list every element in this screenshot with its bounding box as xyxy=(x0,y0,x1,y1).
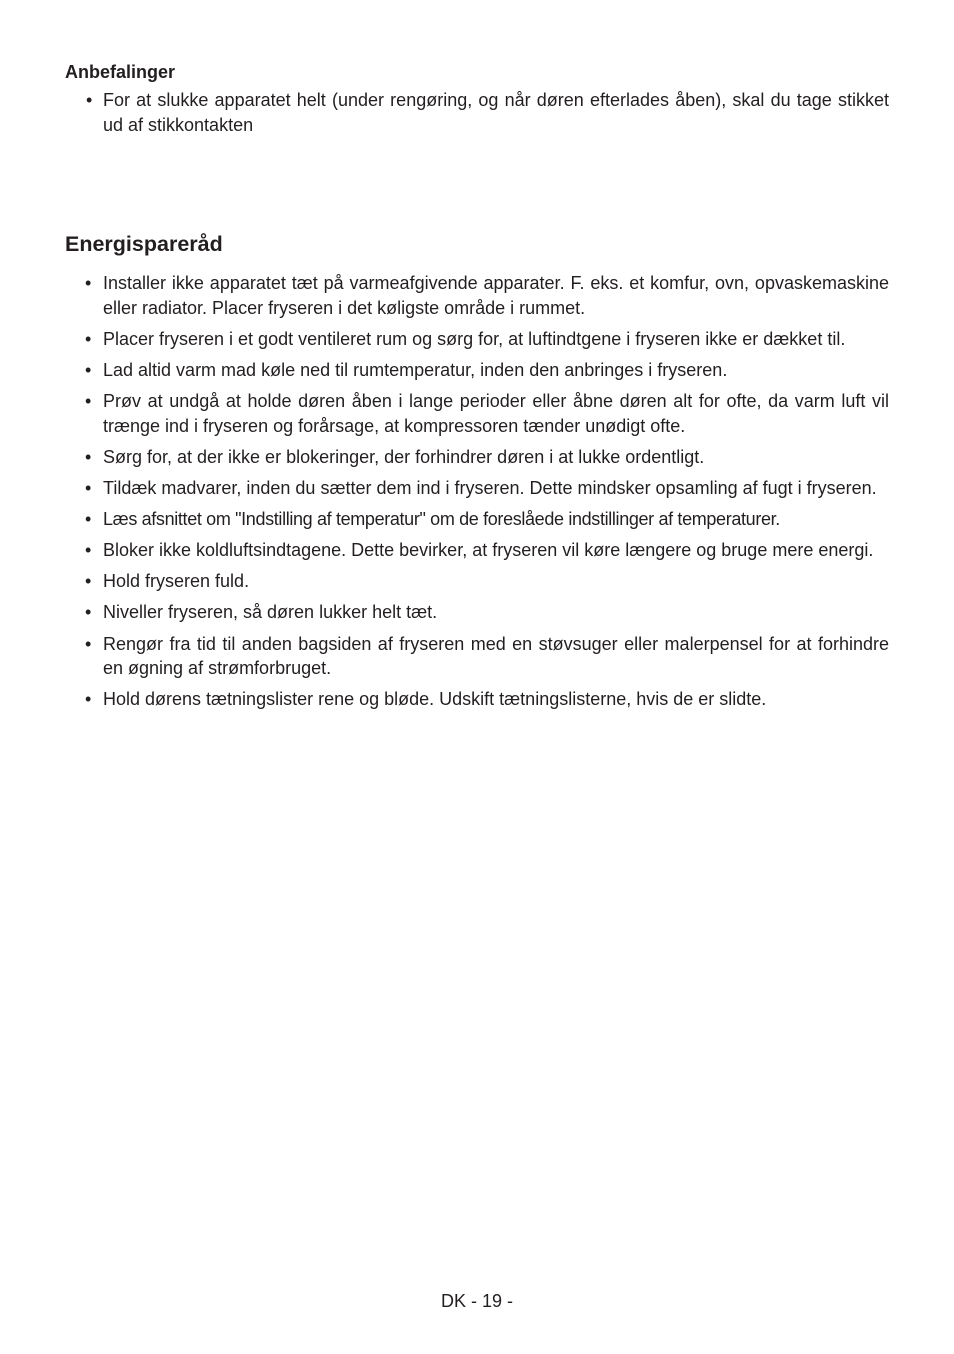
bullet-marker: • xyxy=(86,90,93,110)
list-item xyxy=(85,600,889,625)
recommendations-heading: Anbefalinger xyxy=(65,62,176,82)
list-item xyxy=(85,507,889,532)
bullet-marker: • xyxy=(85,391,92,412)
bullet-marker: • xyxy=(85,273,92,293)
list-item-text: Bloker ikke koldluftsindtagene. Dette bevirker, at fryseren vil køre længere og bruge mere energi. xyxy=(103,540,874,561)
list-item xyxy=(85,569,889,594)
list-item-text: Placer fryseren i et godt ventileret rum og sørg for, at luftindtgene i fryseren ikke er dækket til. xyxy=(103,328,846,349)
list-item-text: Hold fryseren fuld. xyxy=(103,571,250,592)
list-item-text: Sørg for, at der ikke er blokeringer, der forhindrer døren i at lukke ordentligt. xyxy=(103,446,705,467)
list-item xyxy=(86,88,889,137)
list-item-text: Læs afsnittet om "Indstilling af temperatur" om de foreslåede indstillinger af temperaturer. xyxy=(103,509,780,530)
list-item xyxy=(85,445,889,470)
list-item-text: Lad altid varm mad køle ned til rumtemperatur, inden den anbringes i fryseren. xyxy=(103,359,728,380)
list-item xyxy=(85,358,889,383)
bullet-marker: • xyxy=(85,328,92,349)
bullet-marker: • xyxy=(85,509,92,530)
bullet-marker: • xyxy=(85,602,92,623)
list-item xyxy=(85,271,889,321)
list-item-text: Installer ikke apparatet tæt på varmeafgivende apparater. F. eks. et komfur, ovn, opvaskemaskine eller radiator. Placer fryseren i det køligste område i rummet. xyxy=(103,273,889,318)
list-item xyxy=(85,538,889,563)
list-item xyxy=(85,632,889,682)
list-item xyxy=(85,687,889,712)
bullet-marker: • xyxy=(85,446,92,467)
bullet-marker: • xyxy=(85,478,92,499)
bullet-marker: • xyxy=(85,359,92,380)
list-item-text: Prøv at undgå at holde døren åben i lange perioder eller åbne døren alt for ofte, da varm luft vil trænge ind i fryseren og forårsage, at kompressoren tænder unødigt ofte. xyxy=(103,391,889,436)
list-item-text: For at slukke apparatet helt (under rengøring, og når døren efterlades åben), skal du tage stikket ud af stikkontakten xyxy=(103,90,889,135)
bullet-marker: • xyxy=(85,540,92,561)
bullet-marker: • xyxy=(85,633,92,654)
list-item-text: Hold dørens tætningslister rene og bløde. Udskift tætningslisterne, hvis de er slidte. xyxy=(103,689,767,710)
energy-tips-list xyxy=(85,271,889,719)
list-item-text: Tildæk madvarer, inden du sætter dem ind i fryseren. Dette mindsker opsamling af fugt i fryseren. xyxy=(103,478,877,499)
list-item xyxy=(85,476,889,501)
bullet-marker: • xyxy=(85,571,92,592)
energy-tips-heading: Energispareråd xyxy=(65,232,223,256)
list-item xyxy=(85,389,889,439)
list-item xyxy=(85,327,889,352)
bullet-marker: • xyxy=(85,689,92,710)
list-item-text: Rengør fra tid til anden bagsiden af fryseren med en støvsuger eller malerpensel for at forhindre en øgning af strømforbruget. xyxy=(103,633,889,679)
recommendations-list xyxy=(86,88,889,137)
page-number: DK - 19 - xyxy=(440,1291,514,1311)
list-item-text: Niveller fryseren, så døren lukker helt tæt. xyxy=(103,602,438,623)
